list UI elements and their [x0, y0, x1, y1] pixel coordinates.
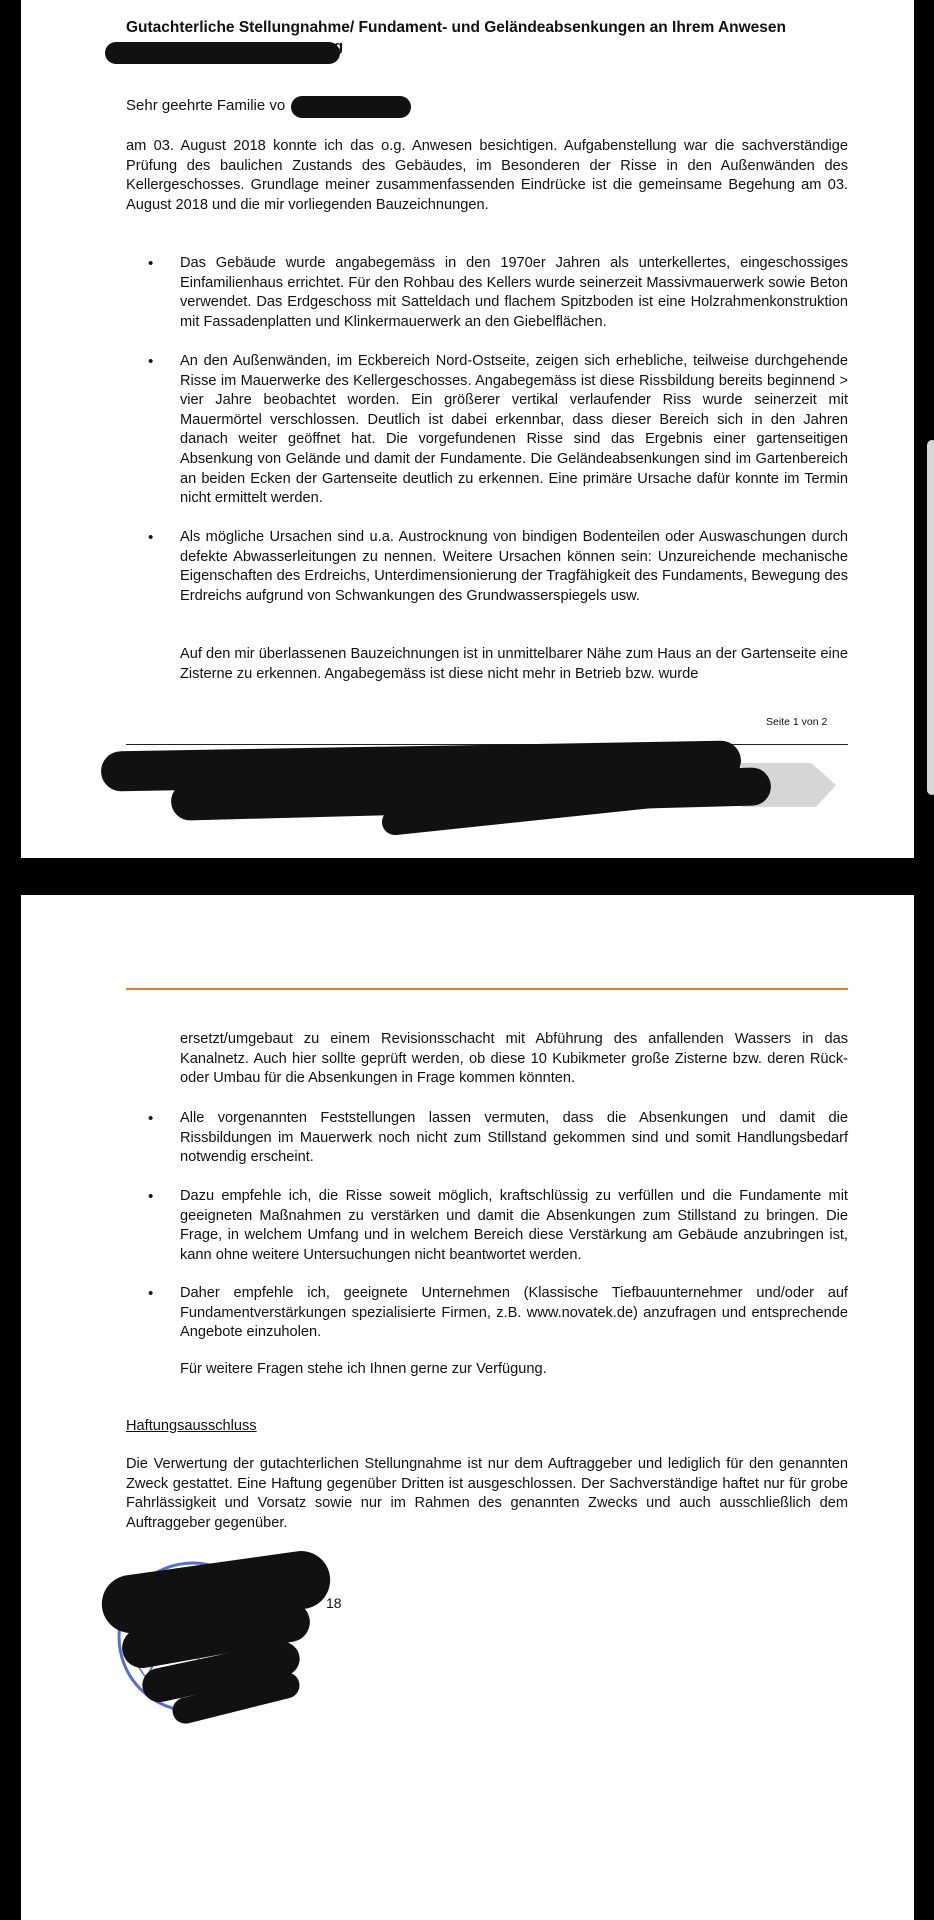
- date-fragment: 18: [326, 1595, 342, 1611]
- redacted-address: [105, 42, 340, 64]
- bullet-conclusion: Alle vorgenannten Feststellungen lassen vermuten, dass die Absenkungen und damit die Rissbildungen im Mauerwerk noch nicht zum Stillstand gekommen sind und somit Handlungsbedarf notwendig erscheint.: [180, 1110, 848, 1166]
- redacted-name: [291, 96, 411, 118]
- salutation: Sehr geehrte Familie vo: [126, 97, 286, 114]
- bullet-building-description: Das Gebäude wurde angabegemäss in den 1970er Jahren als unterkellertes, eingeschossiges Einfamilienhaus errichtet. Für den Rohbau des Kellers wurde seinerzeit Massivmauerwerk sowie Beton verwendet. Das Erdgeschoss mit Satteldach und flachem Spitzboden ist eine Holzrahmenkonstruktion mit Fassadenplatten und Klinkermauerwerk an den Giebelflächen.: [180, 255, 848, 330]
- bullet-recommendation: Dazu empfehle ich, die Risse soweit möglich, kraftschlüssig zu verfüllen und die Fundamente mit geeigneten Maßnahmen zu verstärken und damit die Absenkungen zum Stillstand zu bringen. Die Frage, in welchem Umfang und in welchem Bereich diese Verstärkung am Gebäude anzubringen ist, kann ohne weitere Untersuchungen nicht beantwortet werden.: [180, 1188, 848, 1263]
- disclaimer-heading: Haftungsausschluss: [126, 1418, 257, 1434]
- cistern-paragraph: Auf den mir überlassenen Bauzeichnungen ist in unmittelbarer Nähe zum Haus an der Gartenseite eine Zisterne zu erkennen. Angabegemäss ist diese nicht mehr in Betrieb bzw. wurde: [180, 646, 848, 682]
- scrollbar-handle[interactable]: [927, 440, 934, 795]
- document-page-1[interactable]: [21, 0, 914, 858]
- bullet-marker: •: [148, 255, 154, 272]
- address-fragment: rg: [328, 38, 343, 55]
- header-divider: [126, 988, 848, 990]
- page-number: Seite 1 von 2: [766, 716, 828, 728]
- cistern-continuation: ersetzt/umgebaut zu einem Revisionsschacht mit Abführung des anfallenden Wassers in das Kanalnetz. Auch hier sollte geprüft werden, ob diese 10 Kubikmeter große Zisterne bzw. deren Rück- oder Umbau für die Absenkungen in Frage kommen könnten.: [180, 1031, 848, 1087]
- disclaimer-paragraph: Die Verwertung der gutachterlichen Stellungnahme ist nur dem Auftraggeber und lediglich für den genannten Zweck gestattet. Eine Haftung gegenüber Dritten ist ausgeschlossen. Der Sachverständige haftet nur für grobe Fahrlässigkeit und Vorsatz sowie nur im Rahmen des genannten Zwecks und auch ausschließlich dem Auftraggeber gegenüber.: [126, 1456, 848, 1531]
- intro-paragraph: am 03. August 2018 konnte ich das o.g. Anwesen besichtigen. Aufgabenstellung war die sachverständige Prüfung des baulichen Zustands des Gebäudes, im Besonderen der Risse in den Außenwänden des Kellergeschosses. Grundlage meiner zusammenfassenden Eindrücke ist die gemeinsame Begehung am 03. August 2018 und die mir vorliegenden Bauzeichnungen.: [126, 138, 848, 213]
- closing-sentence: Für weitere Fragen stehe ich Ihnen gerne zur Verfügung.: [180, 1361, 547, 1377]
- bullet-possible-causes: Als mögliche Ursachen sind u.a. Austrocknung von bindigen Bodenteilen oder Auswaschungen durch defekte Abwasserleitungen zu nennen. Weitere Ursachen können sein: Unzureichende mechanische Eigenschaften des Erdreichs, Unterdimensionierung der Tragfähigkeit des Fundaments, Bewegung des Erdreichs aufgrund von Schwankungen des Grundwasserspiegels usw.: [180, 529, 848, 604]
- document-page-2[interactable]: [21, 895, 914, 1920]
- bullet-marker: •: [148, 353, 154, 370]
- document-title: Gutachterliche Stellungnahme/ Fundament- und Geländeabsenkungen an Ihrem Anwesen: [126, 19, 787, 36]
- bullet-marker: •: [148, 1188, 154, 1205]
- bullet-crack-findings: An den Außenwänden, im Eckbereich Nord-Ostseite, zeigen sich erhebliche, teilweise durchgehende Risse im Mauerwerke des Kellergeschosses. Angabegemäss ist diese Rissbildung bereits beginnend > vier Jahre beobachtet worden. Ein größerer vertikal verlaufender Riss wurde seinerzeit mit Mauermörtel verschlossen. Deutlich ist dabei erkennbar, dass dieser Bereich sich in den Jahren danach weiter geöffnet hat. Die vorgefundenen Risse sind das Ergebnis einer gartenseitigen Absenkung von Gelände und damit der Fundamente. Die Geländeabsenkungen sind im Gartenbereich an beiden Ecken der Gartenseite deutlich zu erkennen. Eine primäre Ursache dafür konnte im Termin nicht ermittelt werden.: [180, 353, 848, 507]
- bullet-marker: •: [148, 529, 154, 546]
- bullet-marker: •: [148, 1110, 154, 1127]
- bullet-contractor-advice: Daher empfehle ich, geeignete Unternehmen (Klassische Tiefbauunternehmer und/oder auf Fundamentverstärkungen spezialisierte Firmen, z.B. www.novatek.de) anzufragen und entsprechende Angebote einzuholen.: [180, 1285, 848, 1341]
- bullet-marker: •: [148, 1285, 154, 1302]
